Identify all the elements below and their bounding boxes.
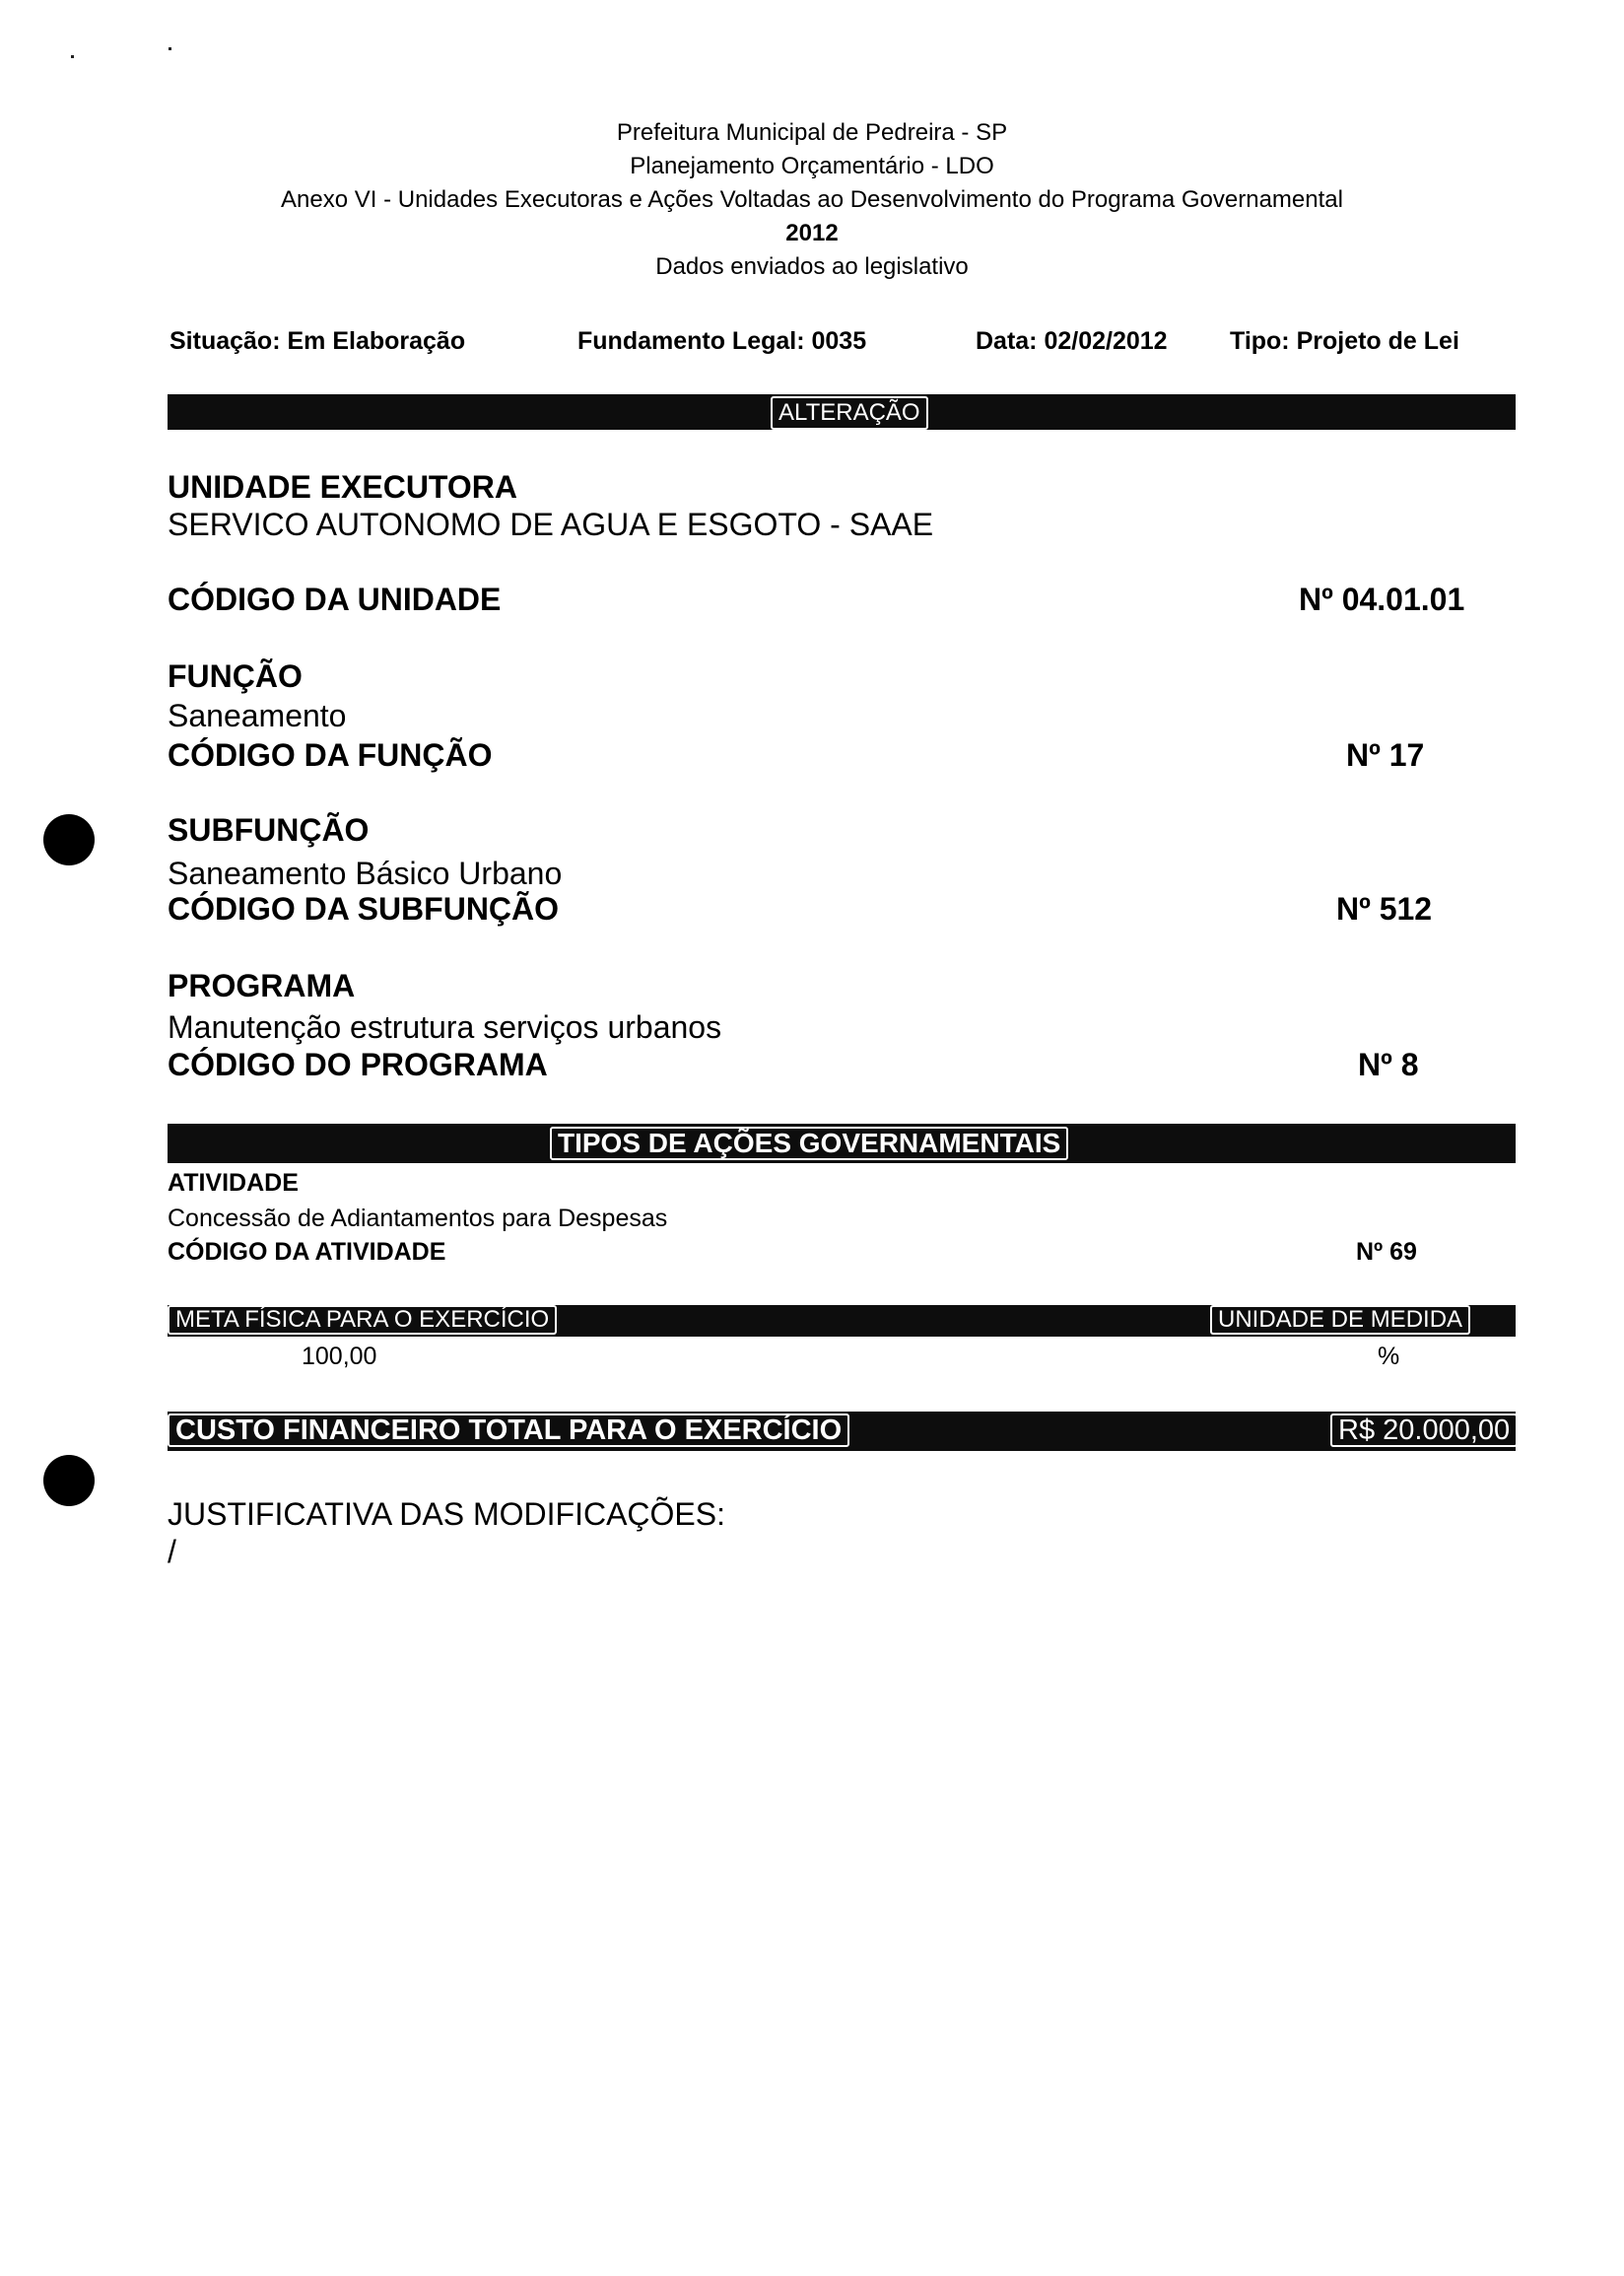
scan-speck bbox=[169, 47, 171, 50]
meta-data: Data: 02/02/2012 bbox=[976, 327, 1168, 355]
funcao-title: FUNÇÃO bbox=[168, 658, 303, 694]
funcao-code-label: CÓDIGO DA FUNÇÃO bbox=[168, 737, 493, 773]
subfuncao-value: Saneamento Básico Urbano bbox=[168, 856, 563, 891]
alteracao-bar bbox=[168, 394, 1516, 430]
atividade-code-label: CÓDIGO DA ATIVIDADE bbox=[168, 1238, 446, 1266]
justificativa-value: / bbox=[168, 1534, 176, 1569]
meta-tipo: Tipo: Projeto de Lei bbox=[1230, 327, 1459, 355]
atividade-code: Nº 69 bbox=[1356, 1238, 1417, 1266]
unidade-medida-label: UNIDADE DE MEDIDA bbox=[1210, 1305, 1470, 1335]
header-line-3: Anexo VI - Unidades Executoras e Ações Voltadas ao Desenvolvimento do Programa Governamental bbox=[281, 186, 1343, 213]
programa-code: Nº 8 bbox=[1358, 1047, 1419, 1082]
meta-fisica-unit: % bbox=[1378, 1343, 1400, 1370]
punch-hole bbox=[43, 814, 95, 865]
unidade-code-label: CÓDIGO DA UNIDADE bbox=[168, 582, 502, 617]
programa-title: PROGRAMA bbox=[168, 968, 356, 1003]
header-line-1: Prefeitura Municipal de Pedreira - SP bbox=[616, 119, 1008, 146]
funcao-code: Nº 17 bbox=[1346, 737, 1425, 773]
custo-valor: R$ 20.000,00 bbox=[1330, 1414, 1518, 1447]
subfuncao-code: Nº 512 bbox=[1336, 891, 1433, 927]
header-year: 2012 bbox=[785, 220, 839, 246]
alteracao-label: ALTERAÇÃO bbox=[771, 396, 928, 430]
scan-speck bbox=[71, 55, 74, 58]
header-line-5: Dados enviados ao legislativo bbox=[655, 253, 969, 280]
subfuncao-code-label: CÓDIGO DA SUBFUNÇÃO bbox=[168, 891, 560, 927]
header-line-2: Planejamento Orçamentário - LDO bbox=[630, 153, 994, 179]
punch-hole bbox=[43, 1455, 95, 1506]
subfuncao-title: SUBFUNÇÃO bbox=[168, 812, 370, 848]
tipos-acoes-label: TIPOS DE AÇÕES GOVERNAMENTAIS bbox=[550, 1127, 1068, 1160]
meta-fisica-value: 100,00 bbox=[302, 1343, 377, 1370]
meta-fisica-label: META FÍSICA PARA O EXERCÍCIO bbox=[168, 1305, 557, 1335]
programa-value: Manutenção estrutura serviços urbanos bbox=[168, 1009, 722, 1045]
custo-label: CUSTO FINANCEIRO TOTAL PARA O EXERCÍCIO bbox=[168, 1414, 849, 1447]
tipos-acoes-bar bbox=[168, 1124, 1516, 1163]
atividade-title: ATIVIDADE bbox=[168, 1169, 299, 1197]
unidade-title: UNIDADE EXECUTORA bbox=[168, 469, 517, 505]
justificativa-title: JUSTIFICATIVA DAS MODIFICAÇÕES: bbox=[168, 1496, 725, 1532]
meta-fisica-bar bbox=[168, 1305, 1516, 1337]
meta-situacao: Situação: Em Elaboração bbox=[169, 327, 466, 355]
funcao-value: Saneamento bbox=[168, 698, 347, 733]
meta-fundamento: Fundamento Legal: 0035 bbox=[577, 327, 867, 355]
custo-bar bbox=[168, 1412, 1516, 1451]
unidade-code: Nº 04.01.01 bbox=[1299, 582, 1465, 617]
atividade-value: Concessão de Adiantamentos para Despesas bbox=[168, 1205, 668, 1232]
programa-code-label: CÓDIGO DO PROGRAMA bbox=[168, 1047, 548, 1082]
unidade-value: SERVICO AUTONOMO DE AGUA E ESGOTO - SAAE bbox=[168, 507, 934, 542]
